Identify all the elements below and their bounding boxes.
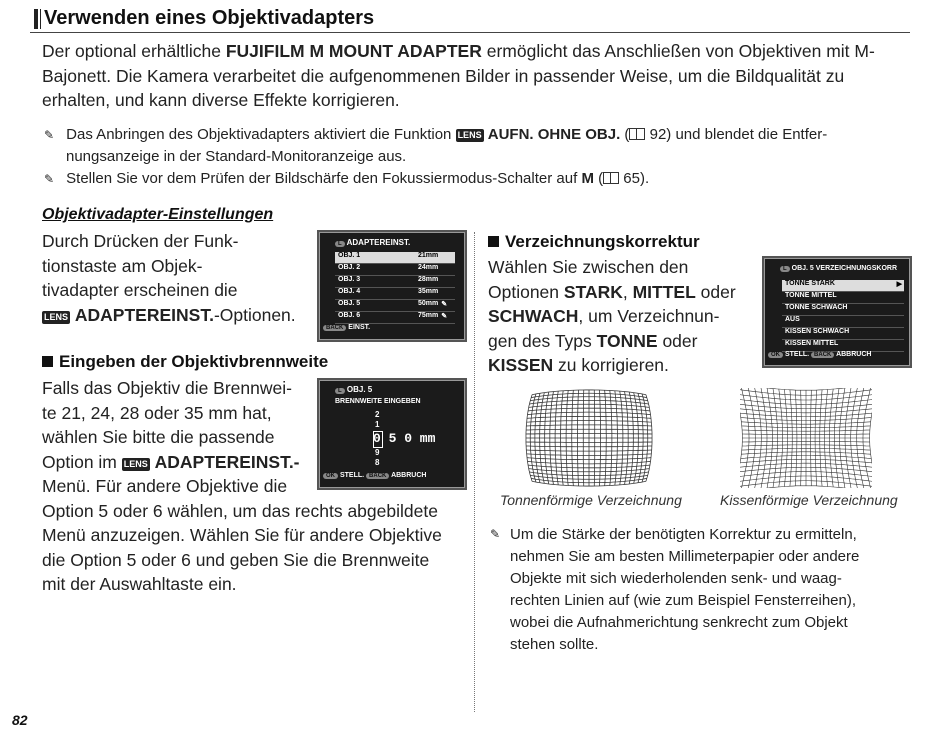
- digit: 8: [375, 458, 380, 467]
- book-reference-icon: [603, 172, 619, 184]
- line: mit der Auswahltaste ein.: [42, 574, 237, 594]
- title-marker-line: [40, 9, 41, 29]
- line: Falls das Objektiv die Brennwei-: [42, 378, 292, 398]
- row-value: 21mm: [418, 252, 439, 259]
- arrow-right-icon: ▶: [896, 281, 902, 288]
- note-bullet-icon: ✎: [490, 527, 501, 541]
- screen-title-text: OBJ. 5 VERZEICHNUNGSKORR: [791, 265, 898, 272]
- note-2-mode: M: [581, 170, 594, 187]
- footer-label: ABBRUCH: [836, 351, 872, 358]
- back-key-icon: BACK: [366, 473, 389, 479]
- section-heading-distortion: [488, 232, 700, 252]
- digit: 1: [375, 420, 380, 429]
- lens-icon: LENS: [123, 458, 148, 469]
- screen-title: [335, 238, 410, 247]
- row-value: 24mm: [418, 264, 439, 271]
- book-reference-icon: [629, 128, 645, 140]
- intro-product-name: FUJIFILM M MOUNT ADAPTER: [225, 41, 482, 61]
- row-label: OBJ. 2: [338, 264, 361, 271]
- screen-adapter-settings: [317, 230, 467, 342]
- digit-wheel-above: [375, 410, 379, 430]
- lens-icon: L: [335, 388, 345, 394]
- row-label: OBJ. 3: [338, 276, 361, 283]
- line-end: -Optionen.: [213, 304, 296, 325]
- list-item[interactable]: [335, 276, 455, 288]
- row-value: 50mm: [418, 300, 439, 307]
- row-label: OBJ. 1: [338, 252, 361, 259]
- line: Wählen Sie zwischen den: [488, 257, 689, 277]
- row-label: TONNE STARK: [785, 280, 835, 287]
- digit: 9: [375, 448, 380, 457]
- note-1-page-ref: 92) und blendet die Entfer-: [645, 126, 828, 143]
- list-item[interactable]: [335, 264, 455, 276]
- footer-label: ABBRUCH: [391, 472, 427, 479]
- line: [42, 303, 302, 328]
- screen-list: [782, 280, 904, 352]
- ok-key-icon: OK: [323, 473, 338, 479]
- option: MITTEL: [632, 281, 696, 302]
- pincushion-distortion-grid: [740, 388, 872, 488]
- note-2-paren: (: [593, 170, 604, 187]
- square-bullet-icon: [488, 236, 499, 247]
- text: oder: [695, 281, 736, 302]
- screen-title: [780, 265, 897, 272]
- intro-text-start: Der optional erhältliche: [42, 41, 226, 61]
- text: , um Verzeichnun-: [578, 306, 720, 326]
- line: Objekte mit sich wiederholenden senk- und waag-: [510, 570, 842, 587]
- screen-title-text: OBJ. 5: [346, 385, 373, 394]
- note-1-text-cont: nungsanzeige in der Standard-Monitoranzeige aus.: [66, 148, 407, 165]
- note-bullet-icon: ✎: [44, 172, 55, 186]
- left-paragraph-1: [42, 229, 302, 327]
- line: Um die Stärke der benötigten Korrektur zu ermitteln,: [510, 526, 857, 543]
- caption-pincushion: Kissenförmige Verzeichnung: [720, 492, 898, 508]
- note-bullet-icon: ✎: [44, 128, 55, 142]
- right-paragraph: [488, 255, 758, 378]
- lens-icon: L: [780, 266, 790, 272]
- screen-footer: [323, 472, 426, 479]
- line: Option 5 oder 6 wählen, um das rechts abgebildete: [42, 500, 438, 521]
- digit-cursor: [373, 431, 383, 448]
- text: ,: [622, 281, 633, 302]
- digit-wheel-below: [375, 448, 379, 468]
- row-value: 28mm: [418, 276, 439, 283]
- line: die Option 5 oder 6 und geben Sie die Brennweite: [42, 549, 430, 570]
- row-label: KISSEN SCHWACH: [785, 328, 850, 335]
- section-heading-focal: [42, 352, 328, 372]
- footer-label: EINST.: [348, 324, 371, 331]
- text: oder: [657, 330, 698, 351]
- line: tionstaste am Objek-: [42, 255, 203, 276]
- ok-key-icon: OK: [768, 352, 783, 358]
- line: [488, 329, 758, 354]
- screen-footer: [323, 324, 370, 331]
- menu-name: ADAPTEREINST.-: [154, 451, 300, 472]
- line: wählen Sie bitte die passende: [42, 427, 275, 447]
- list-item[interactable]: [335, 252, 455, 264]
- line: nehmen Sie am besten Millimeterpapier oder andere: [510, 548, 860, 565]
- list-item[interactable]: [335, 312, 455, 324]
- option: STARK: [563, 281, 623, 302]
- row-label: OBJ. 5: [338, 300, 361, 307]
- list-item[interactable]: [335, 300, 455, 312]
- list-item[interactable]: [782, 328, 904, 340]
- note-1-text: Das Anbringen des Objektivadapters aktiviert die Funktion: [66, 126, 456, 143]
- screen-title: [335, 385, 372, 394]
- heading-text: Verzeichnungskorrektur: [505, 232, 700, 251]
- note-right: [490, 524, 910, 656]
- edit-icon: ✎: [441, 301, 448, 308]
- row-label: AUS: [785, 316, 800, 323]
- row-label: OBJ. 6: [338, 312, 361, 319]
- option: SCHWACH: [488, 306, 579, 326]
- row-value: 35mm: [418, 288, 439, 295]
- screen-distortion-correction: [762, 256, 912, 368]
- option: TONNE: [596, 330, 658, 351]
- note-2-text: Stellen Sie vor dem Prüfen der Bildschärfe den Fokussiermodus-Schalter auf: [66, 170, 582, 187]
- line: Durch Drücken der Funk-: [42, 231, 239, 251]
- note-2-page-ref: 65).: [619, 170, 650, 187]
- line: stehen sollte.: [510, 636, 599, 653]
- intro-paragraph: [42, 39, 902, 113]
- row-label: KISSEN MITTEL: [785, 340, 839, 347]
- line: Menü anzuzeigen. Wählen Sie für andere Objektive: [42, 525, 442, 545]
- row-label: TONNE SCHWACH: [785, 304, 848, 311]
- section-subtitle: Objektivadapter-Einstellungen: [42, 206, 274, 223]
- screen-list: [335, 252, 455, 324]
- line: rechten Linien auf (wie zum Beispiel Fensterreihen),: [510, 592, 857, 609]
- screen-title-text: ADAPTEREINST.: [346, 238, 411, 247]
- digit: 2: [375, 410, 380, 419]
- line: Menü. Für andere Objektive die: [42, 476, 288, 496]
- screen-subtitle: BRENNWEITE EINGEBEN: [335, 398, 421, 405]
- screen-footer: [768, 351, 871, 358]
- list-item[interactable]: [782, 304, 904, 316]
- page-number: 82: [12, 712, 28, 728]
- text: Optionen: [488, 281, 564, 302]
- line: [488, 304, 758, 329]
- lens-icon: L: [335, 241, 345, 247]
- row-label: TONNE MITTEL: [785, 292, 837, 299]
- page-title: Verwenden eines Objektivadapters: [44, 7, 375, 29]
- line: te 21, 24, 28 oder 35 mm hat,: [42, 402, 272, 423]
- screen-focal-length: [317, 378, 467, 490]
- line-start: Option im: [42, 451, 122, 472]
- line: wobei die Aufnahmerichtung senkrecht zum Objekt: [510, 614, 848, 631]
- column-divider: [474, 232, 475, 712]
- row-value: 75mm: [418, 312, 439, 319]
- note-1-function: AUFN. OHNE OBJ.: [487, 126, 621, 143]
- note-2: [44, 168, 904, 190]
- list-item[interactable]: [782, 280, 904, 292]
- text: gen des Typs: [488, 330, 597, 351]
- row-label: OBJ. 4: [338, 288, 361, 295]
- square-bullet-icon: [42, 356, 53, 367]
- list-item[interactable]: [782, 292, 904, 304]
- back-key-icon: BACK: [323, 325, 346, 331]
- footer-label: STELL.: [339, 472, 365, 479]
- list-item[interactable]: [335, 288, 455, 300]
- caption-barrel: Tonnenförmige Verzeichnung: [500, 492, 682, 508]
- title-marker: [34, 9, 38, 29]
- line: [488, 280, 758, 305]
- list-item[interactable]: [782, 316, 904, 328]
- line: tivadapter erscheinen die: [42, 280, 238, 300]
- option: KISSEN: [488, 355, 554, 375]
- barrel-distortion-grid: [524, 388, 654, 488]
- focal-length-value[interactable]: 0 5 0 mm: [373, 431, 436, 446]
- line: [488, 353, 758, 378]
- heading-text: Eingeben der Objektivbrennweite: [59, 352, 329, 371]
- intro-text-end: ermöglicht das Anschließen von Objektiven mit M-Bajonett. Die Kamera verarbeitet die aufgenommenen Bilder in passender Weise, um die Bildqualität zu erhalten, und kann diverse Effekte korrigieren.: [42, 41, 875, 110]
- lens-icon: LENS: [44, 311, 69, 322]
- note-1-paren: (: [620, 126, 630, 143]
- menu-name: ADAPTEREINST.: [74, 304, 214, 325]
- footer-label: STELL.: [784, 351, 810, 358]
- lens-icon: LENS: [457, 130, 482, 140]
- note-1: [44, 124, 904, 167]
- back-key-icon: BACK: [811, 352, 834, 358]
- edit-icon: ✎: [441, 313, 448, 320]
- text: zu korrigieren.: [553, 355, 669, 375]
